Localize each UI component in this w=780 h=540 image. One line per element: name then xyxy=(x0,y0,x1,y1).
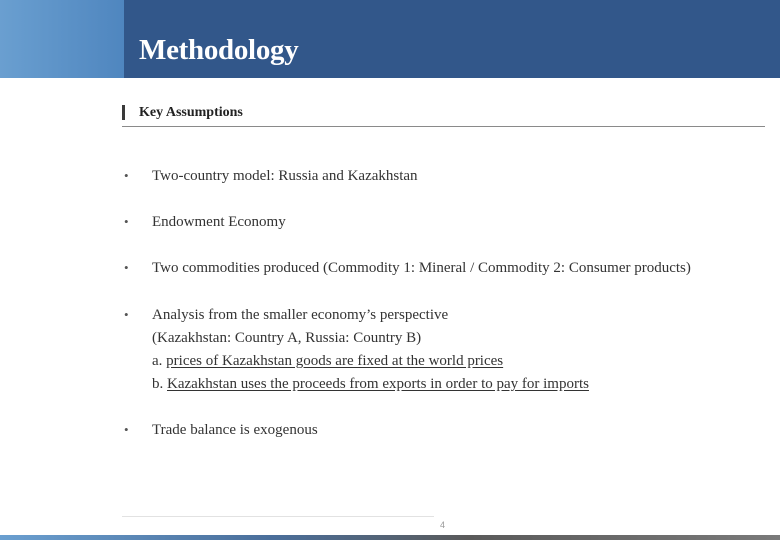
bullet-marker: • xyxy=(124,307,129,322)
bottom-accent-bar xyxy=(0,535,780,540)
slide-title: Methodology xyxy=(139,34,299,66)
page-number: 4 xyxy=(440,520,446,530)
footer-divider xyxy=(122,516,434,517)
bullet-text: Analysis from the smaller economy’s perspective xyxy=(152,307,449,323)
bullet-text: Endowment Economy xyxy=(152,214,286,230)
sub-item xyxy=(152,373,589,396)
bullet-marker: • xyxy=(124,168,129,183)
bullet-text: Two-country model: Russia and Kazakhstan xyxy=(152,168,418,184)
bullet-text: Trade balance is exogenous xyxy=(152,422,318,438)
bullet-marker: • xyxy=(124,214,129,229)
section-marker-bar xyxy=(122,105,125,120)
bullet-text-continuation: (Kazakhstan: Country A, Russia: Country B) xyxy=(152,330,422,346)
section-title: Key Assumptions xyxy=(139,105,243,120)
sub-item xyxy=(152,350,503,373)
sub-item-text: prices of Kazakhstan goods are fixed at the world prices xyxy=(166,353,504,369)
header-accent-block xyxy=(0,0,124,78)
sub-item-prefix: b. xyxy=(152,376,167,392)
bullet-marker: • xyxy=(124,422,129,437)
sub-item-prefix: a. xyxy=(152,353,167,369)
section-header xyxy=(122,104,765,127)
sub-item-text: Kazakhstan uses the proceeds from exports in order to pay for imports xyxy=(167,376,589,392)
bullet-text: Two commodities produced (Commodity 1: Mineral / Commodity 2: Consumer products) xyxy=(152,260,691,276)
bullet-marker: • xyxy=(124,260,129,275)
